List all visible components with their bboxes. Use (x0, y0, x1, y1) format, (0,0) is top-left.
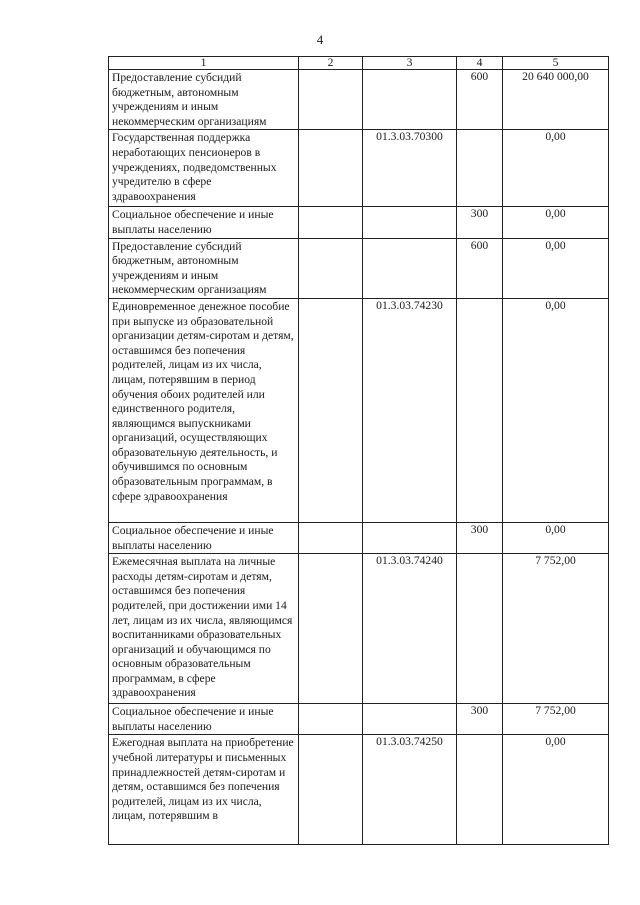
column-header: 4 (457, 57, 503, 70)
budget-table (108, 56, 609, 845)
table-row (109, 70, 609, 130)
column2-cell (299, 130, 363, 207)
column2-cell (299, 554, 363, 704)
amount-cell: 0,00 (503, 238, 609, 298)
expense-type-cell (457, 298, 503, 522)
target-code-cell (363, 522, 457, 553)
column2-cell (299, 298, 363, 522)
table-row (109, 298, 609, 522)
page-number: 4 (316, 32, 324, 47)
expense-type-cell (457, 554, 503, 704)
column2-cell (299, 207, 363, 238)
expense-type-cell: 600 (457, 70, 503, 130)
expense-type-cell: 300 (457, 704, 503, 735)
amount-cell: 0,00 (503, 522, 609, 553)
target-code-cell: 01.3.03.74230 (363, 298, 457, 522)
column2-cell (299, 238, 363, 298)
target-code-cell: 01.3.03.70300 (363, 130, 457, 207)
target-code-cell (363, 70, 457, 130)
expense-type-cell (457, 735, 503, 845)
table-row (109, 554, 609, 704)
expense-name-cell: Предоставление субсидий бюджетным, автономным учреждениям и иным некоммерческим организациям (109, 70, 299, 130)
expense-type-cell: 300 (457, 207, 503, 238)
expense-name-cell: Единовременное денежное пособие при выпуске из образовательной организации детям-сиротам и детям, оставшимся без попечения родителей, лицам из их числа, лицам, потерявшим в период обучения обоих родителей или единственного родителя, являющимся выпускниками организаций, осуществляющих образовательную деятельность, и обучившимся по основным образовательным программам, в сфере здравоохранения (109, 298, 299, 522)
amount-cell: 0,00 (503, 298, 609, 522)
expense-name-cell: Предоставление субсидий бюджетным, автономным учреждениям и иным некоммерческим организациям (109, 238, 299, 298)
amount-cell: 0,00 (503, 130, 609, 207)
expense-type-cell: 600 (457, 238, 503, 298)
target-code-cell (363, 704, 457, 735)
expense-name-cell: Социальное обеспечение и иные выплаты населению (109, 704, 299, 735)
expense-name-cell: Государственная поддержка неработающих пенсионеров в учреждениях, подведомственных учредителю в сфере здравоохранения (109, 130, 299, 207)
table-row (109, 704, 609, 735)
target-code-cell (363, 207, 457, 238)
table-row (109, 207, 609, 238)
column2-cell (299, 70, 363, 130)
column2-cell (299, 735, 363, 845)
target-code-cell (363, 238, 457, 298)
expense-name-cell: Социальное обеспечение и иные выплаты населению (109, 207, 299, 238)
table-row (109, 735, 609, 845)
amount-cell: 20 640 000,00 (503, 70, 609, 130)
expense-type-cell: 300 (457, 522, 503, 553)
amount-cell: 0,00 (503, 207, 609, 238)
expense-name-cell: Социальное обеспечение и иные выплаты населению (109, 522, 299, 553)
expense-name-cell: Ежемесячная выплата на личные расходы детям-сиротам и детям, оставшимся без попечения родителей, при достижении ими 14 лет, лицам из их числа, являющимся воспитанниками образовательных организаций и обучающимся по основным образовательным программам, в сфере здравоохранения (109, 554, 299, 704)
target-code-cell: 01.3.03.74250 (363, 735, 457, 845)
column2-cell (299, 704, 363, 735)
amount-cell: 0,00 (503, 735, 609, 845)
table-row (109, 130, 609, 207)
expense-name-cell: Ежегодная выплата на приобретение учебной литературы и письменных принадлежностей детям-сиротам и детям, оставшимся без попечения родителей, лицам из их числа, лицам, потерявшим в (109, 735, 299, 845)
amount-cell: 7 752,00 (503, 554, 609, 704)
column-header: 2 (299, 57, 363, 70)
table-row (109, 522, 609, 553)
column-header: 3 (363, 57, 457, 70)
column2-cell (299, 522, 363, 553)
column-header: 1 (109, 57, 299, 70)
header-row (109, 57, 609, 70)
amount-cell: 7 752,00 (503, 704, 609, 735)
table-row (109, 238, 609, 298)
column-header: 5 (503, 57, 609, 70)
expense-type-cell (457, 130, 503, 207)
target-code-cell: 01.3.03.74240 (363, 554, 457, 704)
